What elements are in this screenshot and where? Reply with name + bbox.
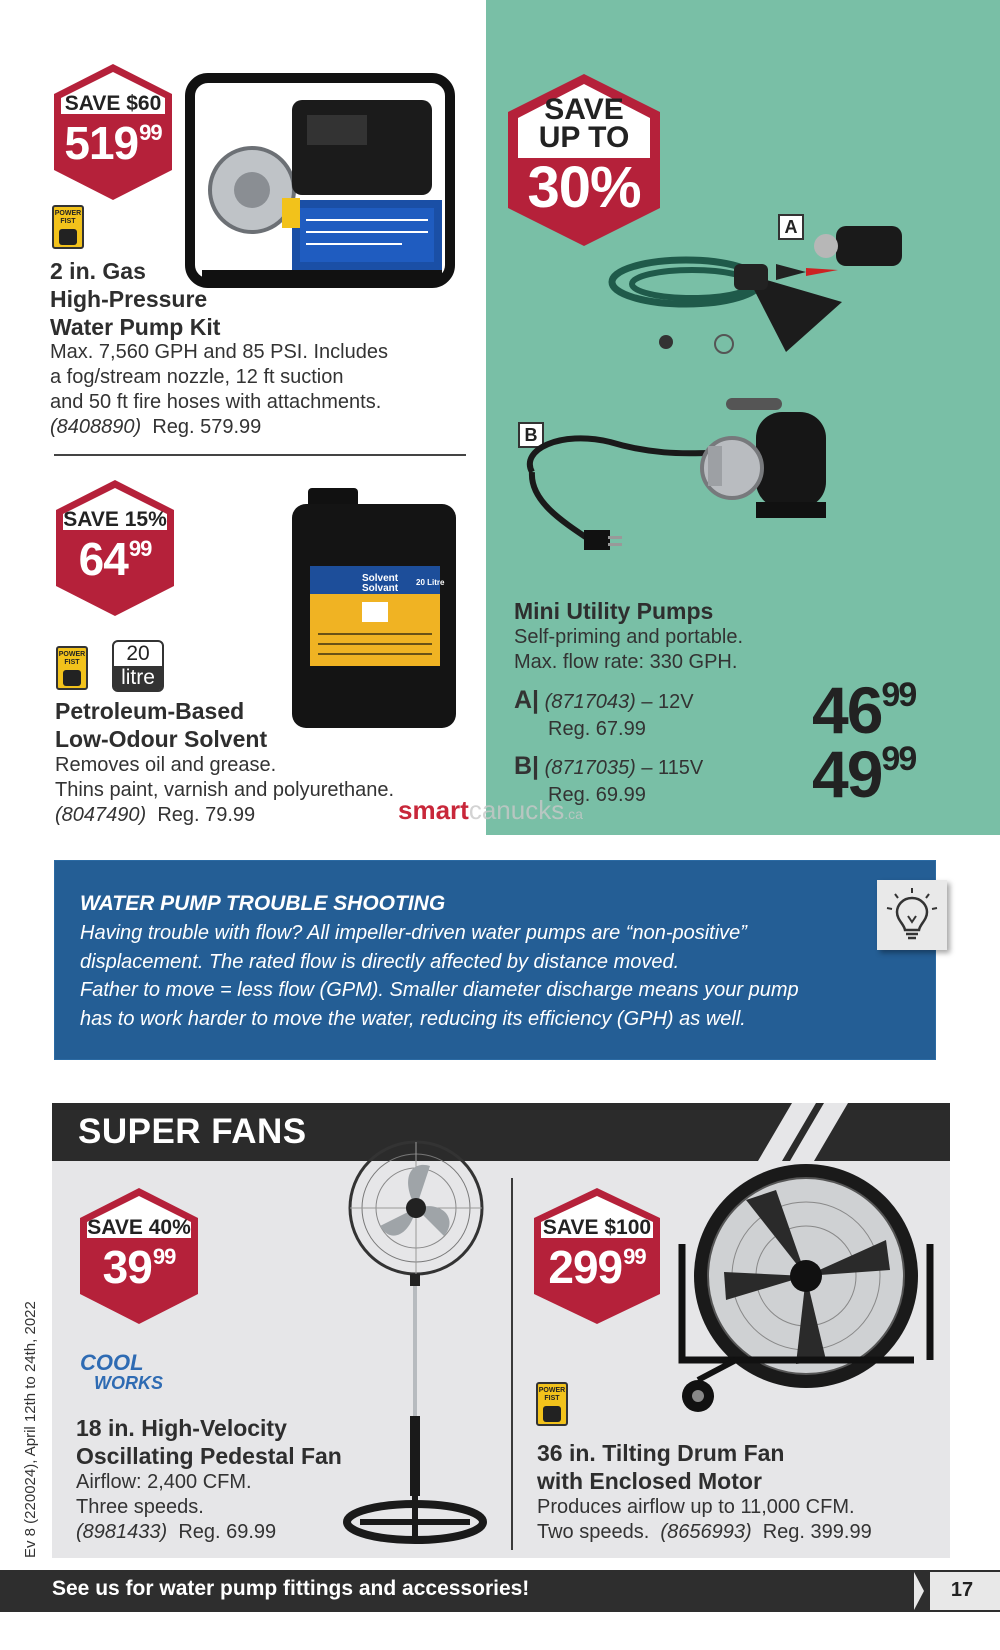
product-desc-gas-pump: Max. 7,560 GPH and 85 PSI. Includes a fog/stream nozzle, 12 ft suction and 50 ft fire hoses with attachments. (8408890) Reg. 579.99 [50,341,388,438]
size-badge: 20 litre [112,640,164,692]
solvent-jug-image [288,486,460,730]
save-up-to-badge [504,72,664,248]
price-badge-drum-fan [530,1186,664,1326]
power-fist-logo: POWER FIST [52,205,84,249]
product-desc-mini-pumps: Self-priming and portable. Max. flow rate: 330 GPH. [514,626,744,673]
save-text: SAVE UP TO [538,93,630,154]
reg-price: Reg. 399.99 [762,1521,872,1543]
save-percent: 30% [527,155,641,220]
troubleshooting-body: Having trouble with flow? All impeller-driven water pumps are “non-positive” displacement. The rated flow is directly affected by distance moved. Father to move = less flow (GPM). Smaller diameter discharge means your pump has to work harder to move the water, reducing its efficiency (GPH) as well. [80,922,799,1030]
reg-price: Reg. 579.99 [152,416,262,438]
price-badge-gas-pump [50,62,176,202]
reg-price: Reg. 69.99 [548,784,646,806]
product-desc-drum-fan: Produces airflow up to 11,000 CFM. Two speeds. (8656993) Reg. 399.99 [537,1496,872,1543]
column-divider [511,1178,513,1550]
price-option-a: $46^{99}$ [812,673,916,747]
page-number: 17 [950,1579,974,1601]
product-title-drum-fan: 36 in. Tilting Drum Fan with Enclosed Motor [537,1440,785,1494]
option-b: B| (8717035) – 115V Reg. 69.99 [514,753,703,809]
divider [54,454,466,456]
sale-price: $64^{99}$ [78,533,152,585]
edition-info: Ev 8 (220024), April 12th to 24th, 2022 [22,1301,39,1558]
mini-pump-image [520,390,842,580]
save-label: SAVE 40% [87,1216,191,1239]
price-badge-solvent [52,478,178,618]
sku: (8717043) [544,691,636,713]
reg-price: Reg. 69.99 [178,1521,277,1543]
product-title-solvent: Petroleum-Based Low-Odour Solvent [55,698,268,752]
cool-works-logo: COOL WORKS [80,1350,163,1393]
lightbulb-icon [877,880,947,950]
save-label: SAVE $100 [542,1216,652,1239]
reg-price: Reg. 67.99 [548,718,646,740]
sku: (8047490) [55,804,147,826]
power-fist-logo: POWER FIST [536,1382,568,1426]
section-title: SUPER FANS [78,1112,307,1151]
sku: (8717035) [544,757,636,779]
product-title-pedestal-fan: 18 in. High-Velocity Oscillating Pedestal Fan [76,1415,342,1469]
sale-price: $39^{99}$ [102,1241,176,1293]
sku: (8408890) [50,416,142,438]
gas-water-pump-image [182,70,458,292]
drum-fan-image [676,1160,936,1418]
price-badge-pedestal-fan [76,1186,202,1326]
mini-pump-kit-image [606,224,938,374]
power-fist-logo: POWER FIST [56,646,88,690]
item-letter-a: A [778,214,804,240]
price-option-b: $49^{99}$ [812,737,916,811]
save-label: SAVE 15% [63,508,167,531]
item-letter-b: B [518,422,544,448]
sku: (8981433) [76,1521,168,1543]
product-title-mini-pumps: Mini Utility Pumps [514,598,714,624]
jug-label-size: 20 Litre [416,578,445,587]
jug-label-text: Solvent Solvant [362,573,399,594]
page-number-tab [914,1572,1000,1610]
product-title-gas-pump: 2 in. Gas High-Pressure Water Pump Kit [50,258,221,340]
sku: (8656993) [660,1521,752,1543]
save-label: SAVE $60 [64,92,162,115]
option-a: A| (8717043) – 12V Reg. 67.99 [514,687,694,743]
pedestal-fan-image [340,1140,490,1550]
sale-price: $299^{99}$ [548,1241,646,1293]
watermark: smartcanucks.ca [398,795,583,825]
product-desc-pedestal-fan: Airflow: 2,400 CFM. Three speeds. (8981433) Reg. 69.99 [76,1471,277,1543]
troubleshooting-heading: WATER PUMP TROUBLE SHOOTING [80,892,446,915]
sale-price: $519^{99}$ [64,117,162,169]
footer-message: See us for water pump fittings and accessories! [52,1577,530,1600]
reg-price: Reg. 79.99 [157,804,256,826]
product-desc-solvent: Removes oil and grease. Thins paint, varnish and polyurethane. (8047490) Reg. 79.99 [55,754,395,826]
